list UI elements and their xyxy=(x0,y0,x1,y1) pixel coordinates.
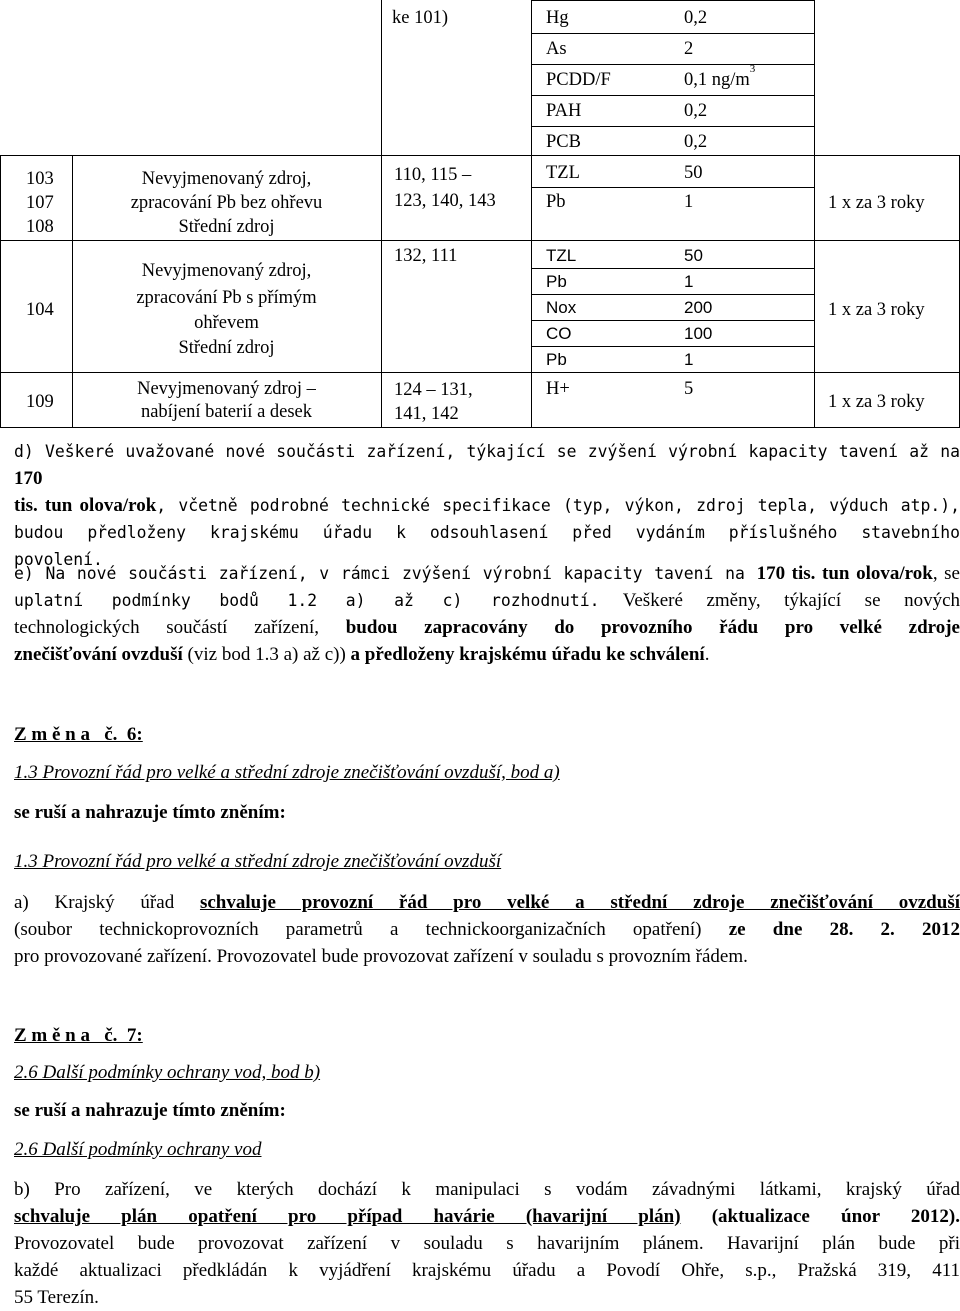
table-border xyxy=(531,95,815,96)
paragraph-line: a) Krajský úřad schvaluje provozní řád pro velké a střední zdroje znečišťování ovzduší xyxy=(14,892,960,913)
change-6-cancel-note: se ruší a nahrazuje tímto zněním: xyxy=(14,802,286,823)
table-cell-pollutant: PCDD/F xyxy=(546,70,611,90)
paragraph-line: schvaluje plán opatření pro případ havárie (havarijní plán) (aktualizace únor 2012). xyxy=(14,1206,960,1227)
change-7-reference: 2.6 Další podmínky ochrany vod, bod b) xyxy=(14,1062,321,1083)
paragraph-line: d) Veškeré uvažované nové součásti zařízení, týkající se zvýšení výrobní kapacity tavení až na 170 xyxy=(14,442,960,489)
table-cell-code: 109 xyxy=(26,392,54,412)
table-cell-pollutant: CO xyxy=(546,324,572,343)
paragraph-line: budou předloženy krajskému úřadu k odsouhlasení před vydáním příslušného stavebního xyxy=(14,523,960,542)
paragraph-line: (soubor technickoprovozních parametrů a technickoorganizačních opatření) ze dne 28. 2. 2012 xyxy=(14,919,960,940)
table-cell-frequency: 1 x za 3 roky xyxy=(828,392,925,412)
change-6-heading: Z m ě n a č. 6: xyxy=(14,724,143,745)
table-cell-limit: 100 xyxy=(684,324,713,343)
paragraph-line: e) Na nové součásti zařízení, v rámci zvýšení výrobní kapacity tavení na 170 tis. tun olova/rok, se xyxy=(14,563,960,584)
table-cell-limit: 1 xyxy=(684,192,694,212)
table-cell-pollutant: Pb xyxy=(546,192,566,212)
paragraph-line: povolení. xyxy=(14,550,103,569)
paragraph-line: každé aktualizaci předkládán k vyjádření krajskému úřadu a Povodí Ohře, s.p., Pražská 319, 411 xyxy=(14,1260,960,1281)
paragraph-line: technologických součástí zařízení, budou zapracovány do provozního řádu pro velké zdroje xyxy=(14,617,960,638)
table-cell-points: 123, 140, 143 xyxy=(394,191,496,211)
change-6-section-title: 1.3 Provozní řád pro velké a střední zdroje znečišťování ovzduší xyxy=(14,851,502,872)
table-cell-limit: 0,2 xyxy=(684,101,708,121)
table-cell-pollutant: H+ xyxy=(546,379,570,399)
table-cell-limit: 0,2 xyxy=(684,132,708,152)
table-cell-limit: 0,2 xyxy=(684,8,708,28)
table-cell-limit: 1 xyxy=(684,350,694,369)
paragraph-line: 55 Terezín. xyxy=(14,1287,99,1308)
table-cell-limit: 2 xyxy=(684,39,694,59)
paragraph-line: tis. tun olova/rok, včetně podrobné technické specifikace (typ, výkon, zdroj tepla, výduch atp.), xyxy=(14,495,960,516)
table-cell-limit: 0,1 $ng/m^3$ xyxy=(684,62,756,90)
table-border xyxy=(0,155,960,156)
table-cell-source: zpracování Pb bez ohřevu xyxy=(130,193,323,213)
change-7-heading: Z m ě n a č. 7: xyxy=(14,1025,143,1046)
table-cell-source: Nevyjmenovaný zdroj, xyxy=(141,169,312,189)
table-cell-source: nabíjení baterií a desek xyxy=(140,402,313,422)
table-cell-pollutant: PAH xyxy=(546,101,582,121)
table-cell-limit: 200 xyxy=(684,298,713,317)
table-cell-pollutant: As xyxy=(546,39,567,59)
table-cell-pollutant: Pb xyxy=(546,272,567,291)
table-cell-source: Nevyjmenovaný zdroj, xyxy=(141,261,312,281)
table-cell-limit: 5 xyxy=(684,379,694,399)
table-border xyxy=(381,0,382,428)
table-cell-source: Nevyjmenovaný zdroj – xyxy=(137,379,316,399)
table-cell-points: 110, 115 – xyxy=(394,165,472,185)
table-cell-pollutant: TZL xyxy=(546,246,577,265)
table-cell-code: 108 xyxy=(26,217,54,237)
table-border xyxy=(531,126,815,127)
table-border xyxy=(0,372,960,373)
table-cell-frequency: 1 x za 3 roky xyxy=(828,300,925,320)
table-cell-frequency: 1 x za 3 roky xyxy=(828,193,925,213)
table-cell-code: 103 xyxy=(26,169,54,189)
paragraph-line: uplatní podmínky bodů 1.2 a) až c) rozhodnutí. Veškeré změny, týkající se nových xyxy=(14,590,960,611)
table-cell-source: ohřevem xyxy=(194,313,259,333)
table-cell-code: 107 xyxy=(26,193,54,213)
emission-limits-table xyxy=(0,0,960,430)
table-border xyxy=(531,346,815,347)
table-border xyxy=(0,427,960,428)
paragraph-line: Provozovatel bude provozovat zařízení v souladu s havarijním plánem. Havarijní plán bude při xyxy=(14,1233,960,1254)
table-border xyxy=(531,64,815,65)
table-cell-limit: 50 xyxy=(684,246,703,265)
table-cell-pollutant: PCB xyxy=(546,132,581,152)
change-7-item-b xyxy=(14,1176,960,1311)
table-border xyxy=(0,155,1,428)
table-cell-limit: 50 xyxy=(684,163,703,183)
table-cell-source: Střední zdroj xyxy=(178,338,275,358)
paragraph-line: pro provozované zařízení. Provozovatel bude provozovat zařízení v souladu s provozním řádem. xyxy=(14,946,748,967)
table-cell-pollutant: Nox xyxy=(546,298,577,317)
change-6-reference: 1.3 Provozní řád pro velké a střední zdroje znečišťování ovzduší, bod a) xyxy=(14,762,560,783)
paragraph-line: b) Pro zařízení, ve kterých dochází k manipulaci s vodám závadnými látkami, krajský úřad xyxy=(14,1179,960,1200)
table-border xyxy=(531,187,815,188)
table-cell-pollutant: Hg xyxy=(546,8,569,28)
table-cell-pollutant: TZL xyxy=(546,163,580,183)
table-cell-source: Střední zdroj xyxy=(178,217,275,237)
table-border xyxy=(0,240,960,241)
table-cell-points: 132, 111 xyxy=(394,246,458,266)
table-cell-points: ke 101) xyxy=(392,8,448,28)
change-7-cancel-note: se ruší a nahrazuje tímto zněním: xyxy=(14,1100,286,1121)
table-cell-points: 124 – 131, xyxy=(394,380,473,400)
change-6-item-a xyxy=(14,889,960,970)
table-cell-points: 141, 142 xyxy=(394,404,459,424)
table-border xyxy=(531,0,815,1)
table-cell-source: zpracování Pb s přímým xyxy=(136,288,317,308)
paragraph-e xyxy=(14,560,960,668)
paragraph-line: znečišťování ovzduší (viz bod 1.3 a) až c)) a předloženy krajskému úřadu ke schválení. xyxy=(14,644,710,665)
change-7-section-title: 2.6 Další podmínky ochrany vod xyxy=(14,1139,262,1160)
table-cell-limit: 1 xyxy=(684,272,694,291)
table-border xyxy=(531,33,815,34)
paragraph-d xyxy=(14,438,960,573)
table-cell-code: 104 xyxy=(26,300,54,320)
table-cell-pollutant: Pb xyxy=(546,350,567,369)
